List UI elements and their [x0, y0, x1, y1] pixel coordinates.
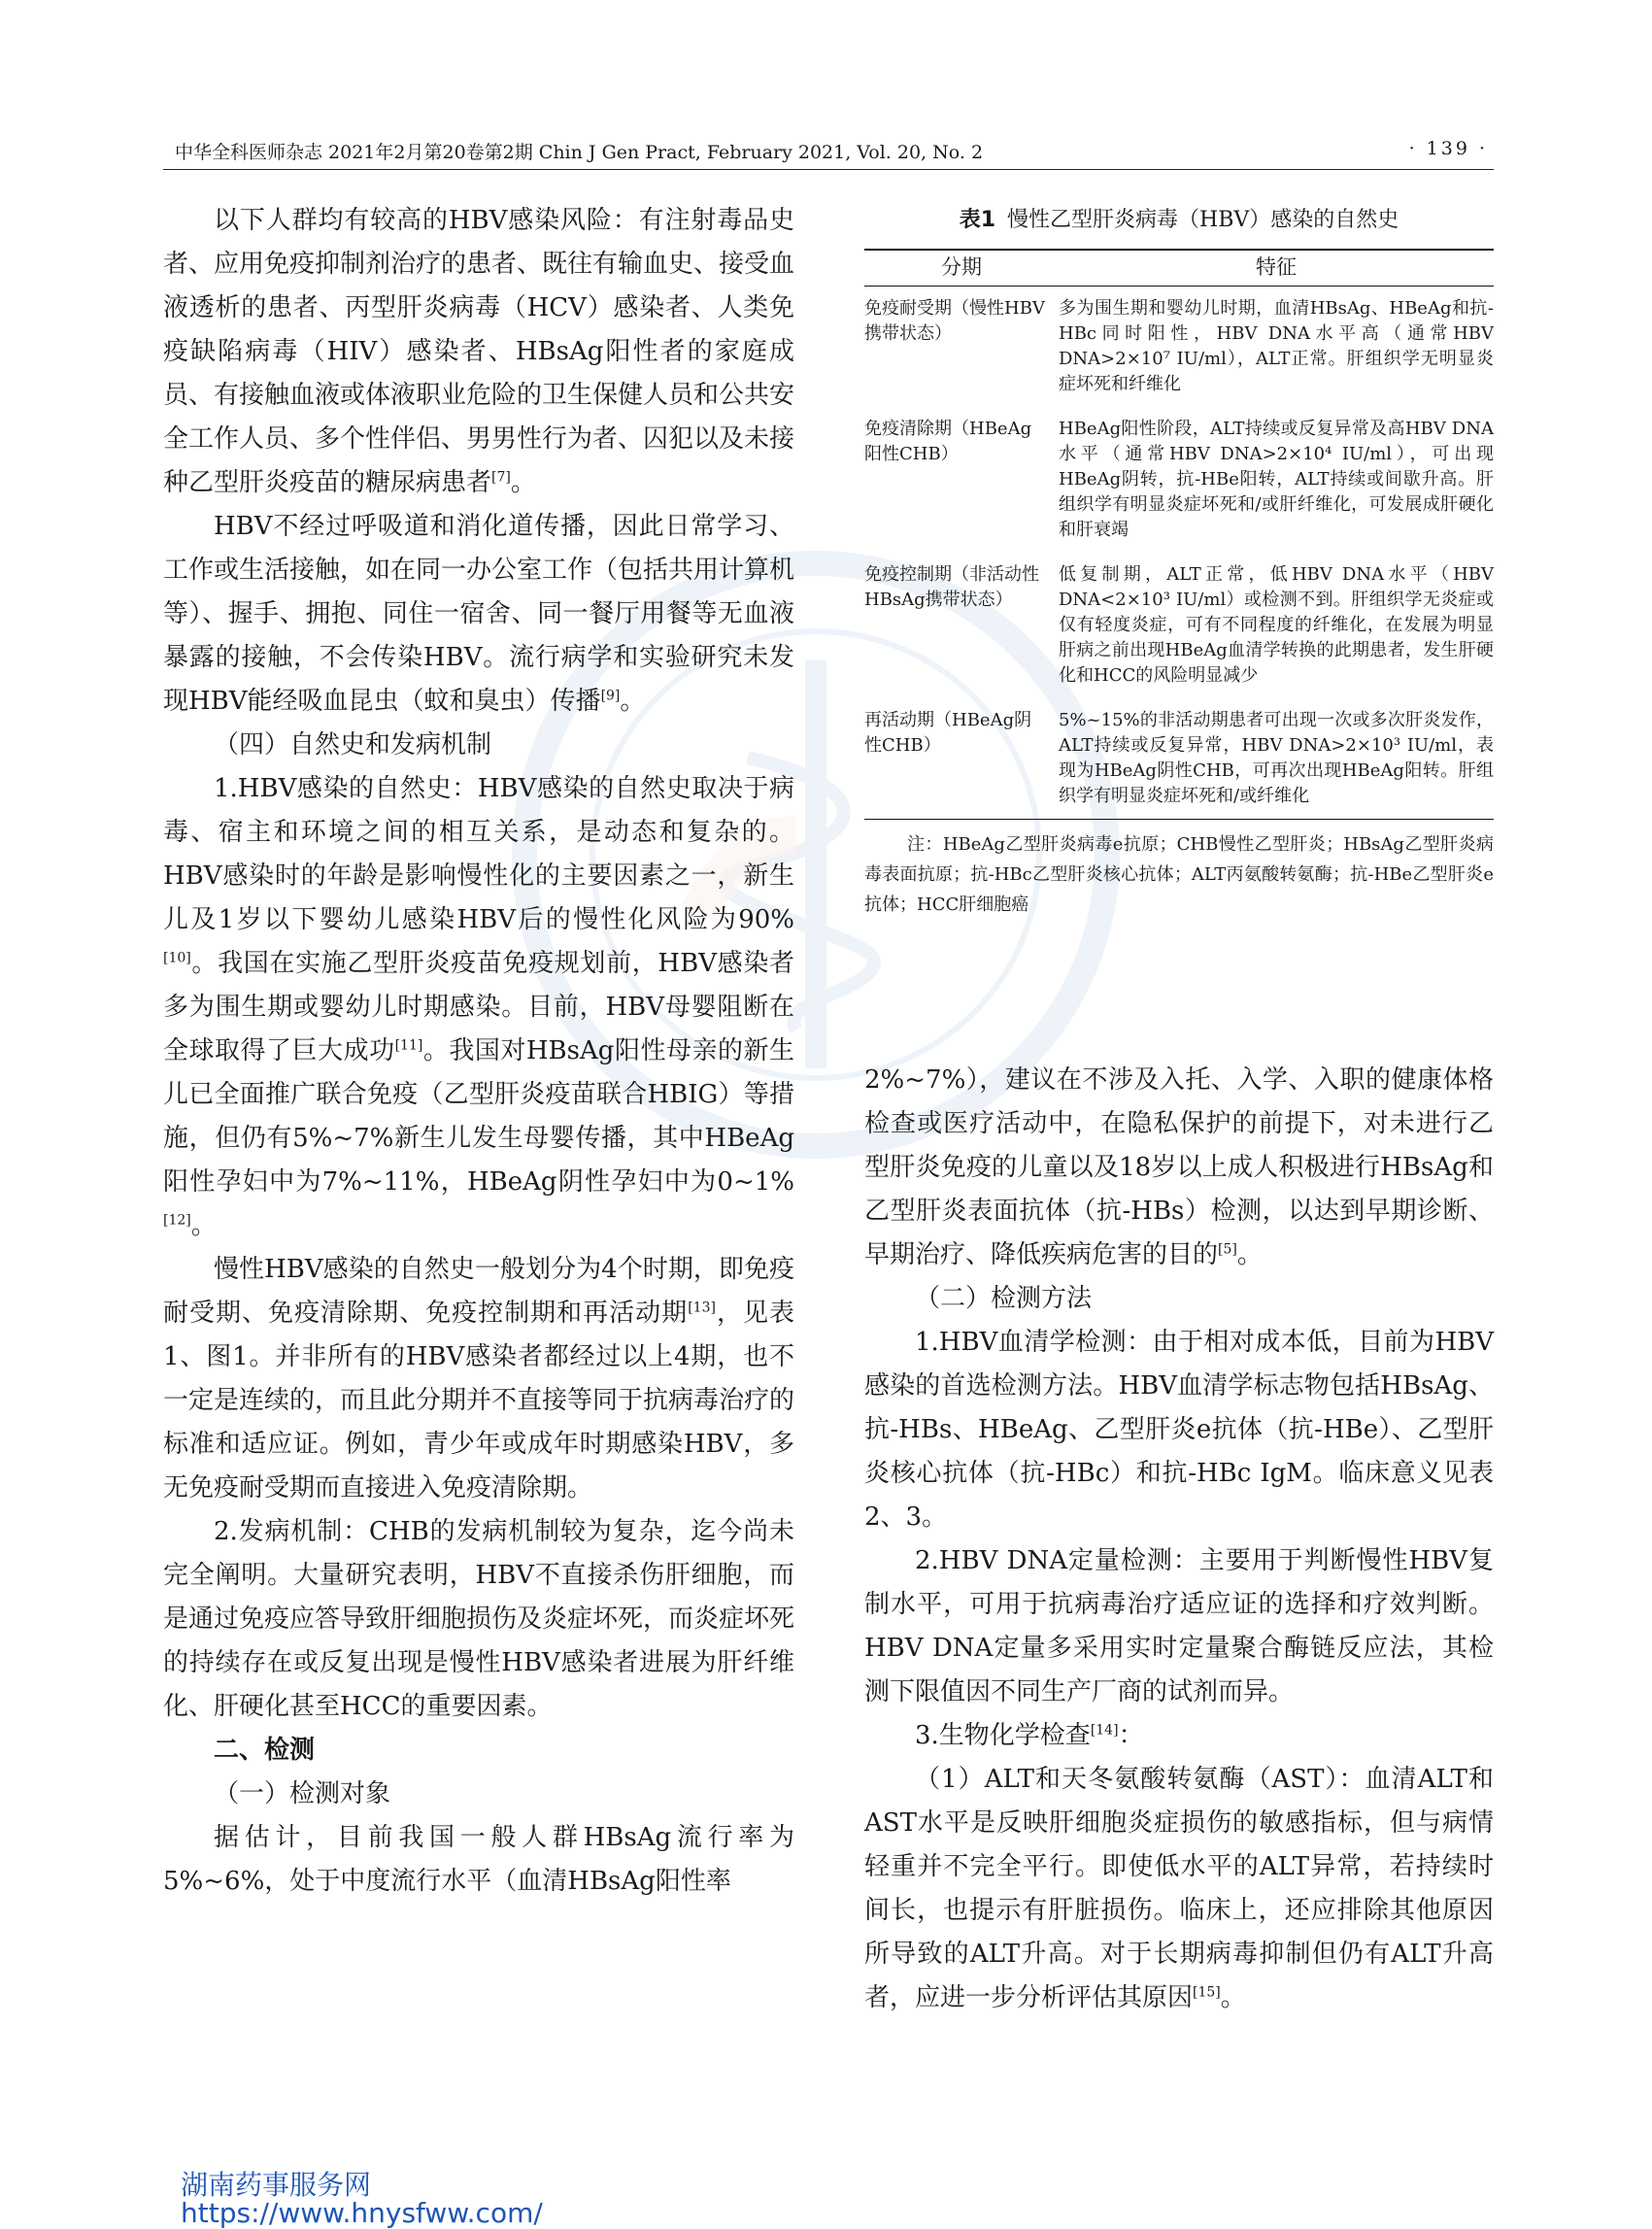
citation-ref: [12] — [163, 1212, 191, 1229]
left-column — [163, 199, 794, 1904]
table-cell-feature: 多为围生期和婴幼儿时期，血清HBsAg、HBeAg和抗-HBc同时阳性，HBV DNA水平高（通常HBV DNA>2×10⁷ IU/ml），ALT正常。肝组织学无明显炎症坏死和纤维化 — [1059, 298, 1494, 394]
running-header — [163, 136, 1494, 170]
citation-ref: [13] — [688, 1300, 716, 1316]
paragraph-screening: 2%~7%），建议在不涉及入托、入学、入职的健康体格检查或医疗活动中，在隐私保护的前提下，对未进行乙型肝炎免疫的儿童以及18岁以上成人积极进行HBsAg和乙型肝炎表面抗体（抗-HBs）检测，以达到早期诊断、早期治疗、降低疾病危害的目的[5]。 — [864, 1065, 1494, 1269]
table-row — [864, 698, 1494, 820]
table-cell-phase: 免疫控制期（非活动性HBsAg携带状态） — [864, 564, 1039, 610]
paragraph-four-phases: 慢性HBV感染的自然史一般划分为4个时期，即免疫耐受期、免疫清除期、免疫控制期和再活动期[13]，见表1、图1。并非所有的HBV感染者都经过以上4期，也不一定是连续的，而且此分期并不直接等同于抗病毒治疗的标准和适应证。例如，青少年或成年时期感染HBV，多无免疫耐受期而直接进入免疫清除期。 — [163, 1255, 795, 1503]
citation-ref: [10] — [163, 950, 191, 966]
citation-ref: [5] — [1218, 1241, 1237, 1258]
table-title: 表1 慢性乙型肝炎病毒（HBV）感染的自然史 — [959, 208, 1399, 232]
page-number: · 139 · — [1408, 138, 1488, 159]
citation-ref: [15] — [1193, 1984, 1221, 2001]
section-heading-methods: （二）检测方法 — [915, 1284, 1093, 1313]
footer-url-link[interactable]: https://www.hnysfww.com/ — [181, 2197, 543, 2229]
table-row — [864, 287, 1494, 408]
section-heading-detection: 二、检测 — [214, 1736, 316, 1765]
footer-site-name: 湖南药事服务网 — [181, 2169, 372, 2201]
section-heading-natural-history: （四）自然史和发病机制 — [214, 730, 492, 760]
paragraph-serology: 1.HBV血清学检测：由于相对成本低，目前为HBV感染的首选检测方法。HBV血清学标志物包括HBsAg、抗-HBs、HBeAg、乙型肝炎e抗体（抗-HBe）、乙型肝炎核心抗体（抗-HBc）和抗-HBc IgM。临床意义见表2、3。 — [864, 1328, 1494, 1532]
table-cell-phase: 免疫耐受期（慢性HBV携带状态） — [864, 298, 1045, 344]
paragraph-natural-history: 1.HBV感染的自然史：HBV感染的自然史取决于病毒、宿主和环境之间的相互关系，是动态和复杂的。HBV感染时的年龄是影响慢性化的主要因素之一，新生儿及1岁以下婴幼儿感染HBV后的慢性化风险为90%[10]。我国在实施乙型肝炎疫苗免疫规划前，HBV感染者多为围生期或婴幼儿时期感染。目前，HBV母婴阻断在全球取得了巨大成功[11]。我国对HBsAg阳性母亲的新生儿已全面推广联合免疫（乙型肝炎疫苗联合HBIG）等措施，但仍有5%~7%新生儿发生母婴传播，其中HBeAg阳性孕妇中为7%~11%，HBeAg阴性孕妇中为0~1%[12]。 — [163, 774, 794, 1240]
paragraph-risk-groups: 以下人群均有较高的HBV感染风险：有注射毒品史者、应用免疫抑制剂治疗的患者、既往有输血史、接受血液透析的患者、丙型肝炎病毒（HCV）感染者、人类免疫缺陷病毒（HIV）感染者、HBsAg阳性者的家庭成员、有接触血液或体液职业危险的卫生保健人员和公共安全工作人员、多个性伴侣、男男性行为者、囚犯以及未接种乙型肝炎疫苗的糖尿病患者[7]。 — [163, 206, 795, 497]
table-header-phase: 分期 — [864, 250, 1059, 287]
citation-ref: [7] — [491, 469, 511, 486]
paragraph-transmission: HBV不经过呼吸道和消化道传播，因此日常学习、工作或生活接触，如在同一办公室工作（包括共用计算机等）、握手、拥抱、同住一宿舍、同一餐厅用餐等无血液暴露的接触，不会传染HBV。流行病学和实验研究未发现HBV能经吸血昆虫（蚊和臭虫）传播[9]。 — [163, 512, 795, 716]
section-heading-detection-subject: （一）检测对象 — [214, 1779, 391, 1808]
paragraph-pathogenesis: 2.发病机制：CHB的发病机制较为复杂，迄今尚未完全阐明。大量研究表明，HBV不直接杀伤肝细胞，而是通过免疫应答导致肝细胞损伤及炎症坏死，而炎症坏死的持续存在或反复出现是慢性HBV感染者进展为肝纤维化、肝硬化甚至HCC的重要因素。 — [163, 1517, 795, 1721]
citation-ref: [9] — [600, 688, 621, 704]
paragraph-alt-ast: （1）ALT和天冬氨酸转氨酶（AST）：血清ALT和AST水平是反映肝细胞炎症损伤的敏感指标，但与病情轻重并不完全平行。即使低水平的ALT异常，若持续时间长，也提示有肝脏损伤。临床上，还应排除其他原因所导致的ALT升高。对于长期病毒抑制但仍有ALT升高者，应进一步分析评估其原因[15]。 — [864, 1765, 1494, 2012]
table-cell-feature: HBeAg阳性阶段，ALT持续或反复异常及高HBV DNA水平（通常HBV DNA>2×10⁴ IU/ml），可出现HBeAg阴转，抗-HBe阳转，ALT持续或间歇升高。肝组织学有明显炎症坏死和/或肝纤维化，可发展成肝硬化和肝衰竭 — [1059, 419, 1494, 540]
paragraph-dna-quant: 2.HBV DNA定量检测：主要用于判断慢性HBV复制水平，可用于抗病毒治疗适应证的选择和疗效判断。HBV DNA定量多采用实时定量聚合酶链反应法，其检测下限值因不同生产厂商的试剂而异。 — [864, 1546, 1494, 1706]
table-row — [864, 553, 1494, 698]
natural-history-table — [864, 249, 1494, 820]
table-cell-phase: 再活动期（HBeAg阴性CHB） — [864, 698, 1059, 820]
citation-ref: [14] — [1090, 1722, 1119, 1739]
citation-ref: [11] — [394, 1037, 423, 1054]
table-header-feature: 特征 — [1059, 250, 1494, 287]
table-row — [864, 407, 1494, 553]
table-natural-history — [864, 206, 1494, 920]
paragraph-biochem-heading: 3.生物化学检查[14]： — [915, 1721, 1144, 1750]
table-cell-feature: 5%~15%的非活动期患者可出现一次或多次肝炎发作，ALT持续或反复异常，HBV DNA>2×10³ IU/ml，表现为HBeAg阴性CHB，可再次出现HBeAg阳转。肝组织学有明显炎症坏死和/或纤维化 — [1059, 698, 1494, 820]
journal-citation: 中华全科医师杂志 2021年2月第20卷第2期 Chin J Gen Pract, February 2021, Vol. 20, No. 2 — [175, 142, 984, 163]
table-note: 注：HBeAg乙型肝炎病毒e抗原；CHB慢性乙型肝炎；HBsAg乙型肝炎病毒表面抗原；抗-HBc乙型肝炎核心抗体；ALT丙氨酸转氨酶；抗-HBe乙型肝炎e抗体；HCC肝细胞癌 — [864, 834, 1494, 915]
table-cell-feature: 低复制期，ALT正常，低HBV DNA水平（HBV DNA<2×10³ IU/ml）或检测不到。肝组织学无炎症或仅有轻度炎症，可有不同程度的纤维化，在发展为明显肝病之前出现HBeAg血清学转换的此期患者，发生肝硬化和HCC的风险明显减少 — [1059, 564, 1494, 686]
paragraph-prevalence: 据估计，目前我国一般人群HBsAg流行率为5%~6%，处于中度流行水平（血清HBsAg阳性率 — [163, 1823, 794, 1896]
right-column — [864, 1059, 1494, 2020]
table-cell-phase: 免疫清除期（HBeAg阳性CHB） — [864, 419, 1032, 464]
